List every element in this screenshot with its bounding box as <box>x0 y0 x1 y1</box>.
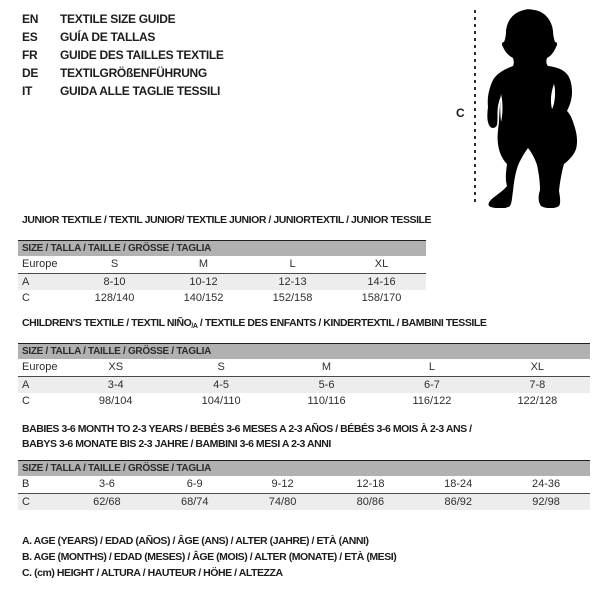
size-cell: XS <box>108 361 124 373</box>
size-table-row <box>18 376 590 393</box>
size-table-row <box>18 290 426 307</box>
size-cell: XL <box>374 258 389 270</box>
size-cell: 5-6 <box>318 379 335 391</box>
row-label: A <box>22 379 30 391</box>
language-title: TEXTILGRÖßENFÜHRUNG <box>60 66 207 80</box>
size-cell: 3-4 <box>107 379 124 391</box>
size-cell: 68/74 <box>180 496 209 508</box>
size-cell: 24-36 <box>531 478 561 490</box>
language-code: IT <box>22 84 33 98</box>
size-cell: 3-6 <box>98 478 115 490</box>
size-cell: 140/152 <box>183 292 224 304</box>
size-cell: 80/86 <box>356 496 385 508</box>
language-title: GUIDA ALLE TAGLIE TESSILI <box>60 84 221 98</box>
size-cell: L <box>428 361 435 373</box>
row-label: C <box>22 292 30 304</box>
size-table-row <box>18 273 426 290</box>
language-title: GUÍA DE TALLAS <box>60 30 156 44</box>
size-cell: 4-5 <box>213 379 230 391</box>
size-cell: 104/110 <box>201 395 241 407</box>
size-cell: 6-9 <box>186 478 203 490</box>
language-code: FR <box>22 48 38 62</box>
section-heading-junior <box>22 213 431 228</box>
size-table-header: SIZE / TALLA / TAILLE / GRÖSSE / TAGLIA <box>18 241 426 256</box>
section-heading-children <box>22 316 486 334</box>
size-table-row <box>18 256 426 273</box>
size-cell: 6-7 <box>423 379 440 391</box>
footnote: A. AGE (YEARS) / EDAD (AÑOS) / ÂGE (ANS) / ALTER (JAHRE) / ETÀ (ANNI) <box>22 535 369 547</box>
footnote: C. (cm) HEIGHT / ALTURA / HAUTEUR / HÖHE / ALTEZZA <box>22 567 283 579</box>
size-cell: 12-18 <box>356 478 385 490</box>
language-row <box>22 82 224 100</box>
row-label: Europe <box>22 361 58 373</box>
size-cell: 152/158 <box>272 292 313 304</box>
size-cell: 92/98 <box>532 496 560 508</box>
row-label: C <box>22 395 30 407</box>
size-cell: 110/116 <box>307 395 346 407</box>
language-title: TEXTILE SIZE GUIDE <box>60 12 176 26</box>
size-cell: 86/92 <box>444 496 472 508</box>
size-table-junior <box>18 240 426 307</box>
row-label: C <box>22 496 30 508</box>
size-cell: 158/170 <box>361 292 402 304</box>
language-code: ES <box>22 30 38 44</box>
row-label: B <box>22 478 30 490</box>
size-cell: 12-13 <box>278 276 307 288</box>
size-cell: 18-24 <box>444 478 473 490</box>
section-heading-line: JUNIOR TEXTILE / TEXTIL JUNIOR/ TEXTILE JUNIOR / JUNIORTEXTIL / JUNIOR TESSILE <box>22 214 432 226</box>
section-heading-line: CHILDREN'S TEXTILE / TEXTIL NIÑO/A / TEXTILE DES ENFANTS / KINDERTEXTIL / BAMBINI TESSILE <box>22 317 487 330</box>
size-table-row <box>18 359 590 376</box>
language-list <box>22 10 224 100</box>
size-table-row <box>18 476 590 493</box>
size-cell: M <box>198 258 209 270</box>
language-code: DE <box>22 66 39 80</box>
size-cell: 9-12 <box>271 478 294 490</box>
row-label: Europe <box>22 258 58 270</box>
size-cell: 116/122 <box>412 395 452 407</box>
size-cell: S <box>217 361 225 373</box>
size-table-row <box>18 493 590 510</box>
height-measure-line <box>474 10 476 206</box>
footnotes <box>22 533 396 581</box>
size-cell: XL <box>530 361 545 373</box>
footnote: B. AGE (MONTHS) / EDAD (MESES) / ÂGE (MOIS) / ALTER (MONATE) / ETÀ (MESI) <box>22 551 397 563</box>
size-cell: 14-16 <box>367 276 396 288</box>
size-cell: 122/128 <box>517 395 558 407</box>
size-cell: 7-8 <box>529 379 546 391</box>
size-cell: M <box>321 361 332 373</box>
size-cell: 74/80 <box>268 496 297 508</box>
size-cell: 128/140 <box>94 292 135 304</box>
language-title: GUIDE DES TAILLES TEXTILE <box>60 48 224 62</box>
language-row <box>22 46 224 64</box>
section-heading-babies <box>22 422 472 452</box>
size-table-row <box>18 393 590 410</box>
size-table-children <box>18 343 590 410</box>
size-cell: 8-10 <box>103 276 126 288</box>
size-table-header: SIZE / TALLA / TAILLE / GRÖSSE / TAGLIA <box>18 461 590 476</box>
height-measure-label: C <box>456 106 465 120</box>
language-code: EN <box>22 12 39 26</box>
size-cell: 62/68 <box>93 496 121 508</box>
size-cell: L <box>289 258 296 270</box>
section-heading-line: BABYS 3-6 MONATE BIS 2-3 JAHRE / BAMBINI 3-6 MESI A 2-3 ANNI <box>22 438 331 450</box>
section-heading-line: BABIES 3-6 MONTH TO 2-3 YEARS / BEBÉS 3-6 MESES A 2-3 AÑOS / BÉBÉS 3-6 MOIS À 2-3 ANS / <box>22 423 472 435</box>
size-cell: 10-12 <box>189 276 218 288</box>
size-cell: 98/104 <box>98 395 133 407</box>
row-label: A <box>22 276 30 288</box>
size-table-header: SIZE / TALLA / TAILLE / GRÖSSE / TAGLIA <box>18 344 590 359</box>
language-row <box>22 28 224 46</box>
size-table-babies <box>18 460 590 510</box>
language-row <box>22 64 224 82</box>
size-cell: S <box>110 258 119 270</box>
baby-silhouette-image <box>480 6 598 208</box>
language-row <box>22 10 224 28</box>
